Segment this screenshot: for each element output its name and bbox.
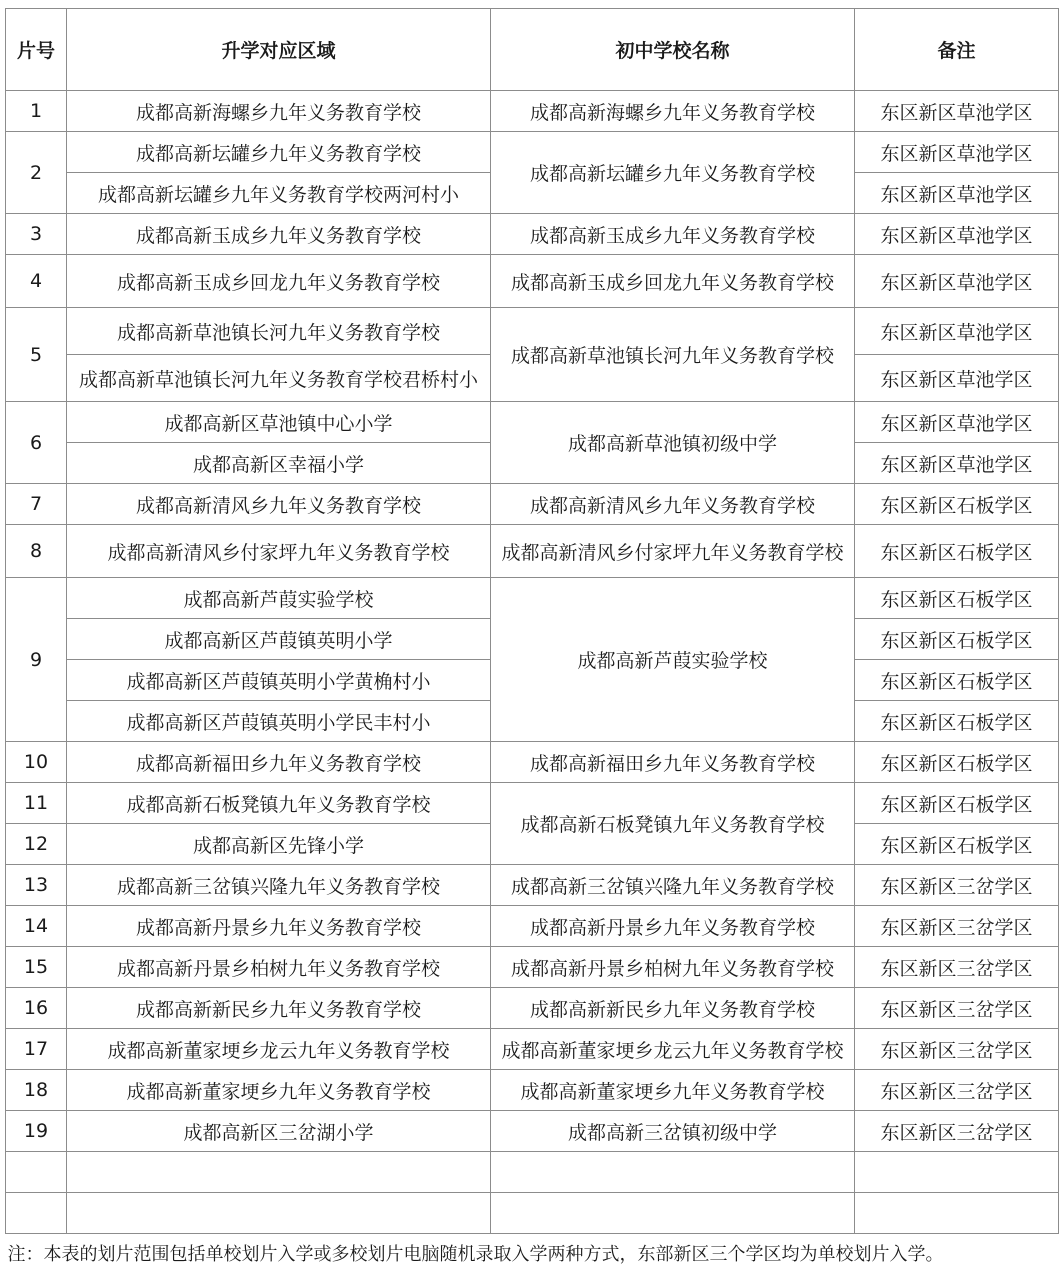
piece-number: 9 — [6, 578, 67, 742]
table-row — [6, 947, 1059, 988]
table-row — [6, 525, 1059, 578]
school-cell: 成都高新玉成乡回龙九年义务教育学校 — [491, 255, 855, 308]
table-row — [6, 214, 1059, 255]
table-row — [6, 1111, 1059, 1152]
remark-cell: 东区新区三岔学区 — [855, 865, 1059, 906]
remark-cell: 东区新区草池学区 — [855, 214, 1059, 255]
area-cell: 成都高新区三岔湖小学 — [67, 1111, 491, 1152]
school-cell: 成都高新福田乡九年义务教育学校 — [491, 742, 855, 783]
remark-cell: 东区新区草池学区 — [855, 255, 1059, 308]
area-cell: 成都高新区先锋小学 — [67, 824, 491, 865]
school-cell: 成都高新新民乡九年义务教育学校 — [491, 988, 855, 1029]
piece-number: 16 — [6, 988, 67, 1029]
area-cell: 成都高新福田乡九年义务教育学校 — [67, 742, 491, 783]
remark-cell: 东区新区草池学区 — [855, 132, 1059, 173]
area-cell: 成都高新石板凳镇九年义务教育学校 — [67, 783, 491, 824]
piece-number: 18 — [6, 1070, 67, 1111]
piece-number: 12 — [6, 824, 67, 865]
area-cell: 成都高新芦葭实验学校 — [67, 578, 491, 619]
area-cell: 成都高新三岔镇兴隆九年义务教育学校 — [67, 865, 491, 906]
remark-cell: 东区新区三岔学区 — [855, 947, 1059, 988]
area-cell: 成都高新区芦葭镇英明小学 — [67, 619, 491, 660]
piece-number: 10 — [6, 742, 67, 783]
footnote: 注：本表的划片范围包括单校划片入学或多校划片电脑随机录取入学两种方式，东部新区三个学区均为单校划片入学。 — [6, 1234, 1059, 1272]
school-cell: 成都高新石板凳镇九年义务教育学校 — [491, 783, 855, 865]
school-cell: 成都高新坛罐乡九年义务教育学校 — [491, 132, 855, 214]
area-cell: 成都高新区草池镇中心小学 — [67, 402, 491, 443]
area-cell: 成都高新坛罐乡九年义务教育学校 — [67, 132, 491, 173]
table-row — [6, 255, 1059, 308]
school-cell: 成都高新清风乡九年义务教育学校 — [491, 484, 855, 525]
piece-number: 13 — [6, 865, 67, 906]
table-row — [6, 578, 1059, 619]
remark-cell: 东区新区草池学区 — [855, 355, 1059, 402]
school-cell: 成都高新董家埂乡九年义务教育学校 — [491, 1070, 855, 1111]
school-cell: 成都高新三岔镇初级中学 — [491, 1111, 855, 1152]
area-cell: 成都高新清风乡九年义务教育学校 — [67, 484, 491, 525]
area-cell: 成都高新玉成乡回龙九年义务教育学校 — [67, 255, 491, 308]
school-cell: 成都高新草池镇初级中学 — [491, 402, 855, 484]
piece-number: 19 — [6, 1111, 67, 1152]
table-row — [6, 783, 1059, 824]
remark-cell: 东区新区石板学区 — [855, 525, 1059, 578]
piece-number: 7 — [6, 484, 67, 525]
area-cell: 成都高新草池镇长河九年义务教育学校君桥村小 — [67, 355, 491, 402]
note-row — [6, 1234, 1059, 1272]
remark-cell: 东区新区三岔学区 — [855, 988, 1059, 1029]
blank-row — [6, 1193, 1059, 1234]
piece-number: 2 — [6, 132, 67, 214]
area-cell: 成都高新丹景乡九年义务教育学校 — [67, 906, 491, 947]
school-cell: 成都高新海螺乡九年义务教育学校 — [491, 91, 855, 132]
school-cell: 成都高新玉成乡九年义务教育学校 — [491, 214, 855, 255]
table-row — [6, 91, 1059, 132]
school-cell: 成都高新董家埂乡龙云九年义务教育学校 — [491, 1029, 855, 1070]
remark-cell: 东区新区石板学区 — [855, 742, 1059, 783]
area-cell: 成都高新清风乡付家坪九年义务教育学校 — [67, 525, 491, 578]
table-row — [6, 988, 1059, 1029]
table-row — [6, 1070, 1059, 1111]
area-cell: 成都高新坛罐乡九年义务教育学校两河村小 — [67, 173, 491, 214]
header-piece-number: 片号 — [6, 9, 67, 91]
table-row — [6, 402, 1059, 443]
school-cell: 成都高新丹景乡柏树九年义务教育学校 — [491, 947, 855, 988]
area-cell: 成都高新董家埂乡龙云九年义务教育学校 — [67, 1029, 491, 1070]
school-cell: 成都高新芦葭实验学校 — [491, 578, 855, 742]
header-row — [6, 9, 1059, 91]
area-cell: 成都高新玉成乡九年义务教育学校 — [67, 214, 491, 255]
piece-number: 3 — [6, 214, 67, 255]
area-cell: 成都高新区芦葭镇英明小学黄桷村小 — [67, 660, 491, 701]
table-row — [6, 308, 1059, 355]
table-row — [6, 865, 1059, 906]
piece-number: 15 — [6, 947, 67, 988]
remark-cell: 东区新区三岔学区 — [855, 906, 1059, 947]
remark-cell: 东区新区石板学区 — [855, 484, 1059, 525]
remark-cell: 东区新区石板学区 — [855, 701, 1059, 742]
remark-cell: 东区新区石板学区 — [855, 824, 1059, 865]
area-cell: 成都高新新民乡九年义务教育学校 — [67, 988, 491, 1029]
header-school-name: 初中学校名称 — [491, 9, 855, 91]
school-cell: 成都高新清风乡付家坪九年义务教育学校 — [491, 525, 855, 578]
piece-number: 1 — [6, 91, 67, 132]
remark-cell: 东区新区草池学区 — [855, 443, 1059, 484]
table-row — [6, 742, 1059, 783]
piece-number: 14 — [6, 906, 67, 947]
remark-cell: 东区新区石板学区 — [855, 619, 1059, 660]
school-cell: 成都高新草池镇长河九年义务教育学校 — [491, 308, 855, 402]
area-cell: 成都高新区幸福小学 — [67, 443, 491, 484]
table-row — [6, 906, 1059, 947]
school-cell: 成都高新三岔镇兴隆九年义务教育学校 — [491, 865, 855, 906]
header-area: 升学对应区域 — [67, 9, 491, 91]
remark-cell: 东区新区草池学区 — [855, 402, 1059, 443]
area-cell: 成都高新丹景乡柏树九年义务教育学校 — [67, 947, 491, 988]
remark-cell: 东区新区石板学区 — [855, 578, 1059, 619]
remark-cell: 东区新区三岔学区 — [855, 1111, 1059, 1152]
remark-cell: 东区新区三岔学区 — [855, 1070, 1059, 1111]
piece-number: 17 — [6, 1029, 67, 1070]
remark-cell: 东区新区草池学区 — [855, 308, 1059, 355]
piece-number: 6 — [6, 402, 67, 484]
piece-number: 11 — [6, 783, 67, 824]
table-row — [6, 484, 1059, 525]
remark-cell: 东区新区石板学区 — [855, 660, 1059, 701]
remark-cell: 东区新区石板学区 — [855, 783, 1059, 824]
table-row — [6, 132, 1059, 173]
area-cell: 成都高新草池镇长河九年义务教育学校 — [67, 308, 491, 355]
area-cell: 成都高新区芦葭镇英明小学民丰村小 — [67, 701, 491, 742]
area-cell: 成都高新董家埂乡九年义务教育学校 — [67, 1070, 491, 1111]
table-row — [6, 1029, 1059, 1070]
school-cell: 成都高新丹景乡九年义务教育学校 — [491, 906, 855, 947]
area-cell: 成都高新海螺乡九年义务教育学校 — [67, 91, 491, 132]
remark-cell: 东区新区三岔学区 — [855, 1029, 1059, 1070]
blank-row — [6, 1152, 1059, 1193]
header-remark: 备注 — [855, 9, 1059, 91]
piece-number: 4 — [6, 255, 67, 308]
enrollment-table — [5, 8, 1059, 1272]
piece-number: 5 — [6, 308, 67, 402]
piece-number: 8 — [6, 525, 67, 578]
remark-cell: 东区新区草池学区 — [855, 91, 1059, 132]
remark-cell: 东区新区草池学区 — [855, 173, 1059, 214]
